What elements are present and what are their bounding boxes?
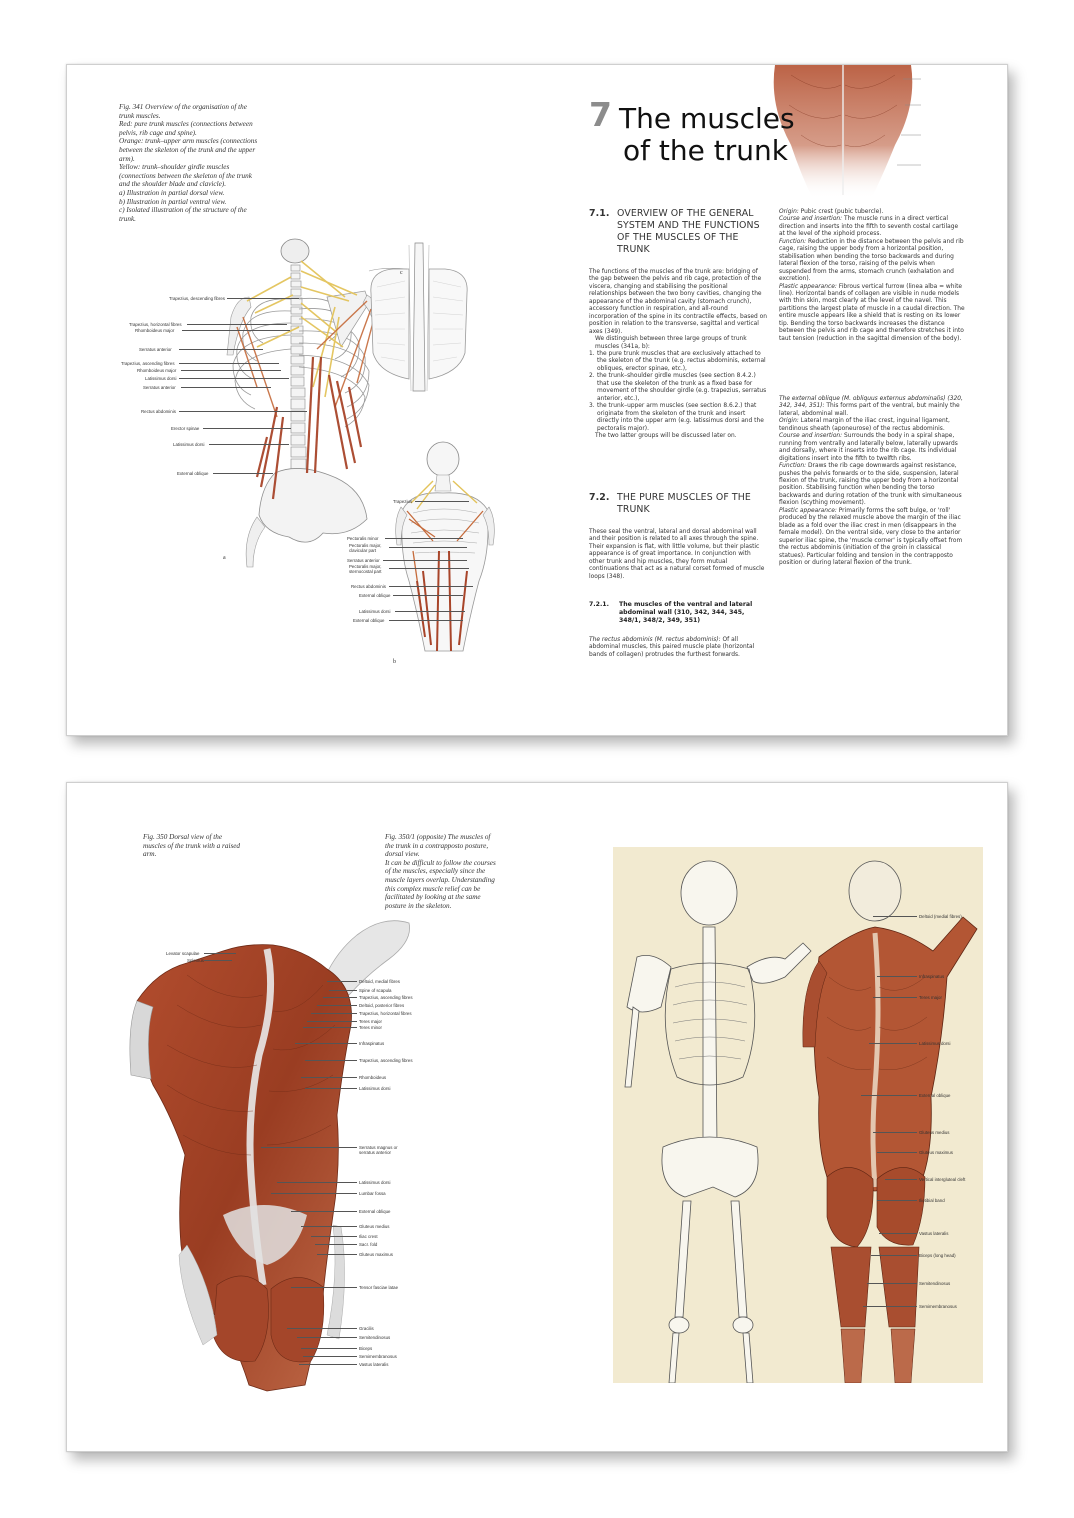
fig350-label-levator-scapulae: Levator scapulae [166,951,200,956]
leader-line [299,1364,357,1365]
leader-line [877,1200,917,1201]
list-item: 3. the trunk–upper arm muscles (see section 8.6.2.) that originate from the skeleton of the trunk and insert directly into the upper arm (e.g. latissimus dorsi and the pectoralis major). [589,403,764,432]
external-oblique-definitions [779,396,965,567]
fig350-label: Infraspinatus [359,1041,385,1046]
section-title: THE PURE MUSCLES OF THE TRUNK [617,492,751,515]
section-title: The muscles of the ventral and lateral abdominal wall (310, 342, 344, 345, 348/1, 348/2, 349, 351) [619,601,753,624]
leader-line [204,960,232,961]
definition-function: Function: Draws the rib cage downwards against resistance, pushes the pelvis forwards or to the side, suspension, lateral flexion of the trunk, raising the upper body from a horizontal position. Stabilising function when bending the torso backwards and during rotation of the trunk with simultaneous flexion (scything movement). [779,463,962,507]
leader-line [305,1088,357,1089]
leader-line [317,1005,357,1006]
leader-line [873,916,917,917]
leader-line [315,1244,357,1245]
chapter-title-line1: The muscles [619,102,795,135]
leader-line [861,1095,917,1096]
definition-plastic-appearance: Plastic appearance: Fibrous vertical furrow (linea alba = white line). Horizontal bands of collagen are visible in nude models with thin skin, most clearly at the level of the navel. This partitions the largest plate of muscle in a caudal direction. The entire muscle appears like a shield that is resting on its lower tip. Bending the torso backwards increases the distance between the pelvis and rib cage and therefore stretches it into taut tension (reduction in the sagittal dimension of the body). [779,283,965,342]
chapter-title-line2: of the trunk [623,134,788,167]
fig-a-label-rhomboideus-major-2: Rhomboideus major [137,368,177,373]
plate-label: Vertical intergluteal cleft [919,1177,966,1182]
leader-line [179,411,307,412]
leader-line [213,473,273,474]
leader-line [873,1132,917,1133]
fig-a-label-latissimus-dorsi-2: Latissimus dorsi [173,442,205,447]
fig350-label: Rhomboideus [359,1075,387,1080]
leader-line [873,997,917,998]
leader-line [271,1193,357,1194]
leader-line [187,324,287,325]
leader-line [385,538,463,539]
fig-b-label-pectoralis-major-sternocostal: Pectoralis major, sternocostal part [349,564,382,574]
leader-line [261,1147,357,1148]
section-7-2-body [589,529,767,581]
chapter-number: 7 [589,95,612,134]
leader-line [885,1179,917,1180]
section-7-2-1-heading [589,601,767,624]
top-spread [66,64,1008,736]
fig350-1-skeleton-and-muscles-illustration [613,847,983,1383]
fig350-label: Deltoid, medial fibres [359,979,400,984]
fig-b-label-external-oblique-2: External oblique [353,618,385,623]
leader-line [877,976,917,977]
fig-a-label-latissimus-dorsi: Latissimus dorsi [145,376,177,381]
plate-label: Gluteus medius [919,1130,950,1135]
leader-line [301,1077,357,1078]
fig-b-label-external-oblique: External oblique [359,593,391,598]
leader-line [301,1226,357,1227]
leader-line [307,1021,357,1022]
chapter-title [619,103,795,167]
fig350-label: Serratus magnus or [359,1145,398,1150]
fig350-label: Tensor fasciae latae [359,1285,399,1290]
fig341c-trunk-structure-illustration [363,241,475,401]
fig350-label: Deltoid, posterior fibres [359,1003,405,1008]
fig-b-label-latissimus-dorsi: Latissimus dorsi [359,609,391,614]
leader-line [389,586,473,587]
fig350-label-splenius: Splenius [187,958,204,963]
leader-line [291,1287,357,1288]
fig-letter-c: c [400,270,403,276]
leader-line [395,611,465,612]
plate-label: Semitendinosus [919,1281,951,1286]
fig350-label: Gluteus medius [359,1224,390,1229]
fig350-label: Trapezius, ascending fibres [359,995,413,1000]
leader-line [867,1283,917,1284]
fig350-label: Iliac crest [359,1234,378,1239]
fig-letter-a: a [223,555,226,561]
fig-a-label-external-oblique: External oblique [177,471,209,476]
paragraph: The external oblique (M. obliquus externus abdominalis) (320, 342, 344, 351): This forms part of the ventral, but mainly the lateral, abdominal wall. [779,396,963,417]
plate-label: Deltoid (medial fibres) [919,914,962,919]
leader-line [383,560,467,561]
section-7-2-heading [589,492,767,516]
fig350-label: serratus anterior [359,1150,391,1155]
leader-line [877,1152,917,1153]
plate-label: Semimembranosus [919,1304,957,1309]
fig-letter-b: b [393,659,396,665]
paragraph: The functions of the muscles of the trunk are: bridging of the gap between the pelvis and rib cage, protection of the viscera, changing and stabilising the positional relationships between the two bony cavities, changing the appearance of the abdominal cavity (stomach crunch), accessory function in respiration, and all-round incorporation of the spine in its contractile effects, based on position in relation to the transverse, sagittal and vertical axes (349). [589,269,767,335]
leader-line [204,953,236,954]
leader-line [301,1348,357,1349]
leader-line [277,1182,357,1183]
leader-line [287,1328,357,1329]
leader-line [295,1043,357,1044]
fig350-label: Sacr. fold [359,1242,378,1247]
plate-label: Teres major [919,995,942,1000]
definition-origin: Origin: Pubic crest (pubic tubercle). [779,209,884,215]
fig-b-label-serratus-anterior: Serratus anterior [347,558,380,563]
fig341-caption: Fig. 341 Overview of the organisation of the trunk muscles. Red: pure trunk muscles (connections between pelvis, rib cage and spine). Orange: trunk–upper arm muscles (connections between the skeleton of the trunk and the upper arm). Yellow: trunk–shoulder girdle muscles (connections between the skeleton of the trunk and the shoulder blade and clavicle). a) Illustration in partial dorsal view. b) Illustration in partial ventral view. c) Isolated illustration of the structure of the trunk. [119,103,258,223]
fig350-1-plate [613,847,983,1383]
fig-a-label-serratus-anterior: Serratus anterior [139,347,172,352]
fig-b-label-trapezius: Trapezius [393,499,413,504]
leader-line [227,298,299,299]
plate-label: Iliotibial band [919,1198,945,1203]
fig-b-label-rectus-abdominis: Rectus abdominis [351,584,386,589]
definition-origin: Origin: Lateral margin of the iliac crest, inguinal ligament, tendinous sheath (aponeurose) of the rectus abdominis. [779,418,950,432]
leader-line [303,1027,357,1028]
fig350-label: Latissimus dorsi [359,1180,391,1185]
paragraph: These seal the ventral, lateral and dorsal abdominal wall and their position is related to all axes through the spine. Their expansion is flat, with little volume, but their plastic appearance is of great importance. In conjunction with other trunk and hip muscles, they form mutual continuations that act as a natural corset formed of muscle loops (348). [589,529,765,580]
fig350-label: Gracilis [359,1326,374,1331]
leader-line [311,1236,357,1237]
leader-line [389,620,463,621]
list-item: 1. the pure trunk muscles that are exclusively attached to the skeleton of the trunk (e.g. rectus abdominis, external obliques, erector spinae, etc.), [589,350,766,372]
leader-line [181,387,271,388]
leader-line [303,1356,357,1357]
fig-a-label-serratus-anterior-2: Serratus anterior [143,385,176,390]
paragraph: We distinguish between three large groups of trunk muscles (341a, b): [595,336,747,350]
fig-a-label-rhomboideus-major: Rhomboideus major [135,328,175,333]
fig341b-ventral-view-illustration [393,441,497,667]
fig350-label: Trapezius, ascending fibres [359,1058,413,1063]
fig350-label: Teres major [359,1019,382,1024]
leader-line [209,444,289,445]
definition-function: Function: Reduction in the distance between the pelvis and rib cage, raising the upper body from a horizontal position, stabilisation when bending the torso backwards and during lateral flexion of the torso, raising of the pelvis when suspended from the arms, stomach crunch (exhalation and excretion). [779,238,964,283]
plate-label: Latissimus dorsi [919,1041,951,1046]
leader-line [297,1337,357,1338]
section-7-1-heading [589,208,767,256]
bottom-spread [66,782,1008,1452]
fig-b-label-pectoralis-major-clavicular: Pectoralis major, clavicular part [349,543,382,553]
leader-line [871,1255,917,1256]
leader-line [389,568,469,569]
paragraph: The two latter groups will be discussed later on. [595,432,737,439]
fig350-label: Trapezius, horizontal fibres [359,1011,412,1016]
leader-line [179,363,279,364]
fig350-label: Semimembranosus [359,1354,397,1359]
leader-line [203,428,291,429]
fig350-label: Teres minor [359,1025,382,1030]
section-7-1-body [589,269,767,440]
fig350-label: Latissimus dorsi [359,1086,391,1091]
section-number: 7.2.1. [589,601,609,608]
fig350-label: External oblique [359,1209,391,1214]
leader-line [415,501,469,502]
plate-label: Infraspinatus [919,974,945,979]
leader-line [291,1211,357,1212]
section-number: 7.1. [589,208,610,219]
fig350-1-caption: Fig. 350/1 (opposite) The muscles of the trunk in a contrapposto posture, dorsal view. It can be difficult to follow the courses of the muscles, especially since the muscle layers overlap. Understanding this complex muscle relief can be facilitated by looking at the same posture in the skeleton. [385,833,496,910]
fig350-label: Semitendinosus [359,1335,391,1340]
leader-line [182,330,290,331]
leader-line [863,1306,917,1307]
fig-a-label-trapezius-descending: Trapezius, descending fibres [169,296,225,301]
trunk-muscle-groups-list [589,351,767,433]
fig-a-label-rectus-abdominis: Rectus abdominis [141,409,176,414]
fig350-label: Lumbar fossa [359,1191,386,1196]
leader-line [327,981,357,982]
leader-line [393,595,463,596]
definition-course: Course and insertion: Surrounds the body in a spiral shape, running from ventrally and laterally below, laterally upwards and dorsally, where it inserts into the rib cage. Its individual digitations insert into the fifth to twelfth ribs. [779,433,958,462]
fig-a-label-trapezius-ascending: Trapezius, ascending fibres [121,361,175,366]
plate-label: Biceps (long head) [919,1253,956,1258]
fig-b-label-pectoralis-minor: Pectoralis minor [347,536,379,541]
section-number: 7.2. [589,492,610,503]
leader-line [181,370,281,371]
leader-line [389,547,467,548]
fig350-label: Spine of scapula [359,988,392,993]
definition-plastic-appearance: Plastic appearance: Primarily forms the soft bulge, or 'roll' produced by the relaxed muscle above the margin of the iliac blade as a fold over the iliac crest in men (disappears in the female model). On the ventral side, very close to the anterior superior iliac spine, the 'muscle corner' is typically offset from the rectus abdominis (initiation of the groin in classical statues). Particular folding and tension in the contrapposto position or during lateral flexion of the trunk. [779,507,963,566]
fig-a-label-trapezius-horizontal: Trapezius, horizontal fibres [129,322,182,327]
fig350-label: Vastus lateralis [359,1362,389,1367]
plate-label: Vastus lateralis [919,1231,949,1236]
leader-line [869,1043,917,1044]
paragraph: The rectus abdominis (M. rectus abdominis): Of all abdominal muscles, this paired muscle plate (horizontal bands of collagen) protrudes the furthest forwards. [589,637,755,658]
leader-line [311,1013,357,1014]
leader-line [317,1254,357,1255]
leader-line [323,997,357,998]
plate-label: External oblique [919,1093,951,1098]
definition-course: Course and insertion: The muscle runs in a direct vertical direction and inserts into the fifth to seventh costal cartilage at the level of the xiphoid process. [779,216,959,238]
leader-line [329,990,357,991]
plate-label: Gluteus maximus [919,1150,953,1155]
fig350-caption: Fig. 350 Dorsal view of the muscles of the trunk with a raised arm. [143,833,241,859]
list-item: 2. the trunk–shoulder girdle muscles (see section 8.4.2.) that use the skeleton of the trunk as a fixed base for movement of the shoulder girdle (e.g. trapezius, serratus anterior, etc.), [589,373,767,402]
fig350-label: Gluteus maximus [359,1252,393,1257]
section-title: OVERVIEW OF THE GENERAL SYSTEM AND THE FUNCTIONS OF THE MUSCLES OF THE TRUNK [617,208,760,255]
leader-line [879,1233,917,1234]
leader-line [179,349,263,350]
fig-a-label-erector-spinae: Erector spinae [171,426,200,431]
fig350-label: Biceps [359,1346,373,1351]
section-7-2-1-body [589,637,767,659]
leader-line [305,1060,357,1061]
rectus-abdominis-definitions [779,209,965,343]
leader-line [179,378,289,379]
